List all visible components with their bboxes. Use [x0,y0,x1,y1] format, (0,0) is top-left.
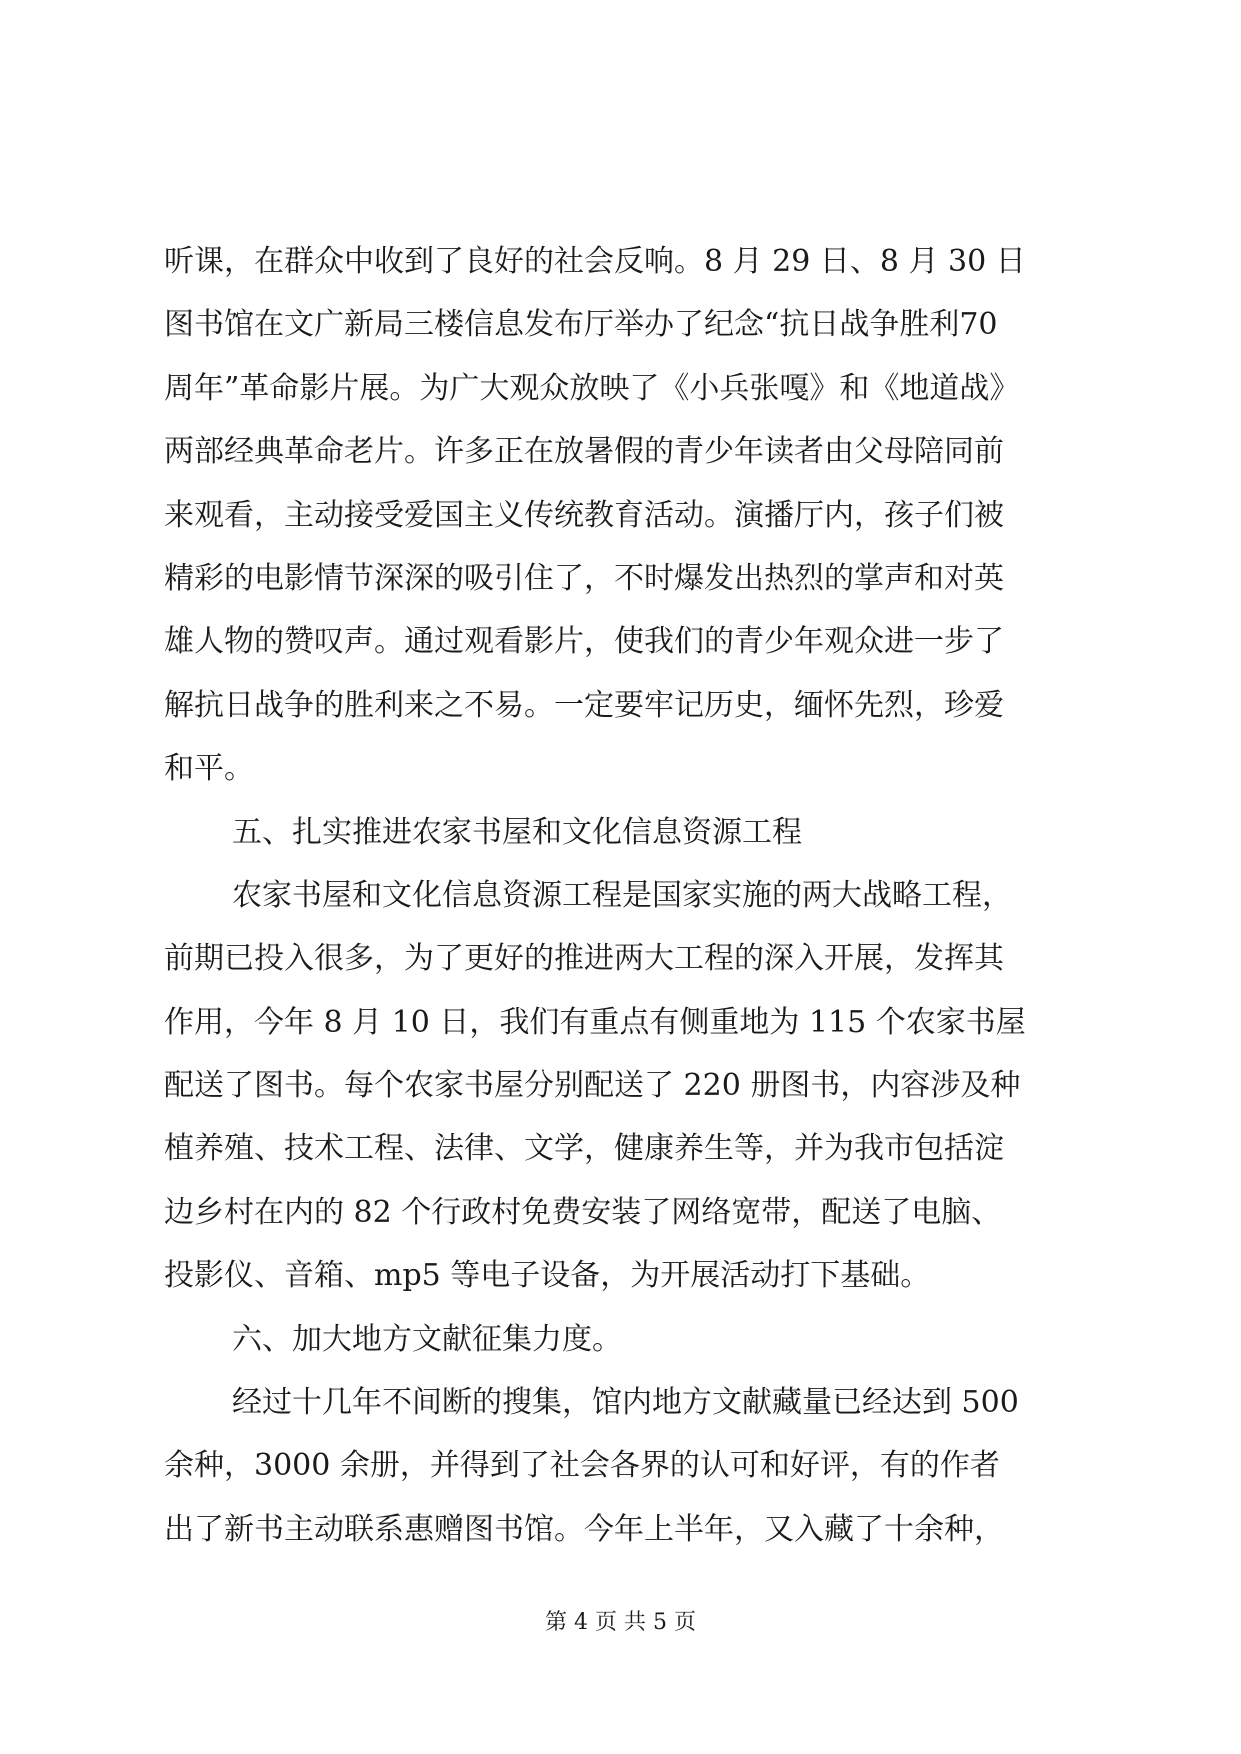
text-line: 边乡村在内的 82 个行政村免费安装了网络宽带，配送了电脑、 [164,1194,1002,1230]
text-line: 前期已投入很多，为了更好的推进两大工程的深入开展，发挥其 [164,941,1004,977]
text-line: 出了新书主动联系惠赠图书馆。今年上半年，又入藏了十余种， [164,1511,1004,1547]
text-line: 和平。 [164,751,254,787]
text-line: 配送了图书。每个农家书屋分别配送了 220 册图书，内容涉及种 [164,1068,1021,1104]
text-line: 图书馆在文广新局三楼信息发布厅举办了纪念“抗日战争胜利70 [164,307,998,343]
text-line: 来观看，主动接受爱国主义传统教育活动。演播厅内，孩子们被 [164,497,1004,533]
section-heading: 六、加大地方文献征集力度。 [232,1321,622,1357]
text-line: 作用，今年 8 月 10 日，我们有重点有侧重地为 115 个农家书屋 [164,1004,1026,1040]
text-line: 经过十几年不间断的搜集，馆内地方文献藏量已经达到 500 [232,1385,1019,1421]
page-number-footer: 第 4 页 共 5 页 [545,1610,696,1635]
text-line: 两部经典革命老片。许多正在放暑假的青少年读者由父母陪同前 [164,434,1004,470]
text-line: 听课，在群众中收到了良好的社会反响。8 月 29 日、8 月 30 日 [164,244,1026,279]
text-line: 植养殖、技术工程、法律、文学，健康养生等，并为我市包括淀 [164,1131,1004,1167]
text-line: 雄人物的赞叹声。通过观看影片，使我们的青少年观众进一步了 [164,624,1004,660]
text-line: 农家书屋和文化信息资源工程是国家实施的两大战略工程， [232,877,1012,913]
text-line: 投影仪、音箱、mp5 等电子设备，为开展活动打下基础。 [164,1258,931,1294]
text-line: 解抗日战争的胜利来之不易。一定要牢记历史，缅怀先烈，珍爱 [164,687,1004,723]
text-line: 余种，3000 余册，并得到了社会各界的认可和好评，有的作者 [164,1448,1000,1484]
body-text [164,230,1084,1561]
text-line: 周年”革命影片展。为广大观众放映了《小兵张嘎》和《地道战》 [164,370,1020,406]
section-heading: 五、扎实推进农家书屋和文化信息资源工程 [232,814,802,850]
text-line: 精彩的电影情节深深的吸引住了，不时爆发出热烈的掌声和对英 [164,560,1004,596]
